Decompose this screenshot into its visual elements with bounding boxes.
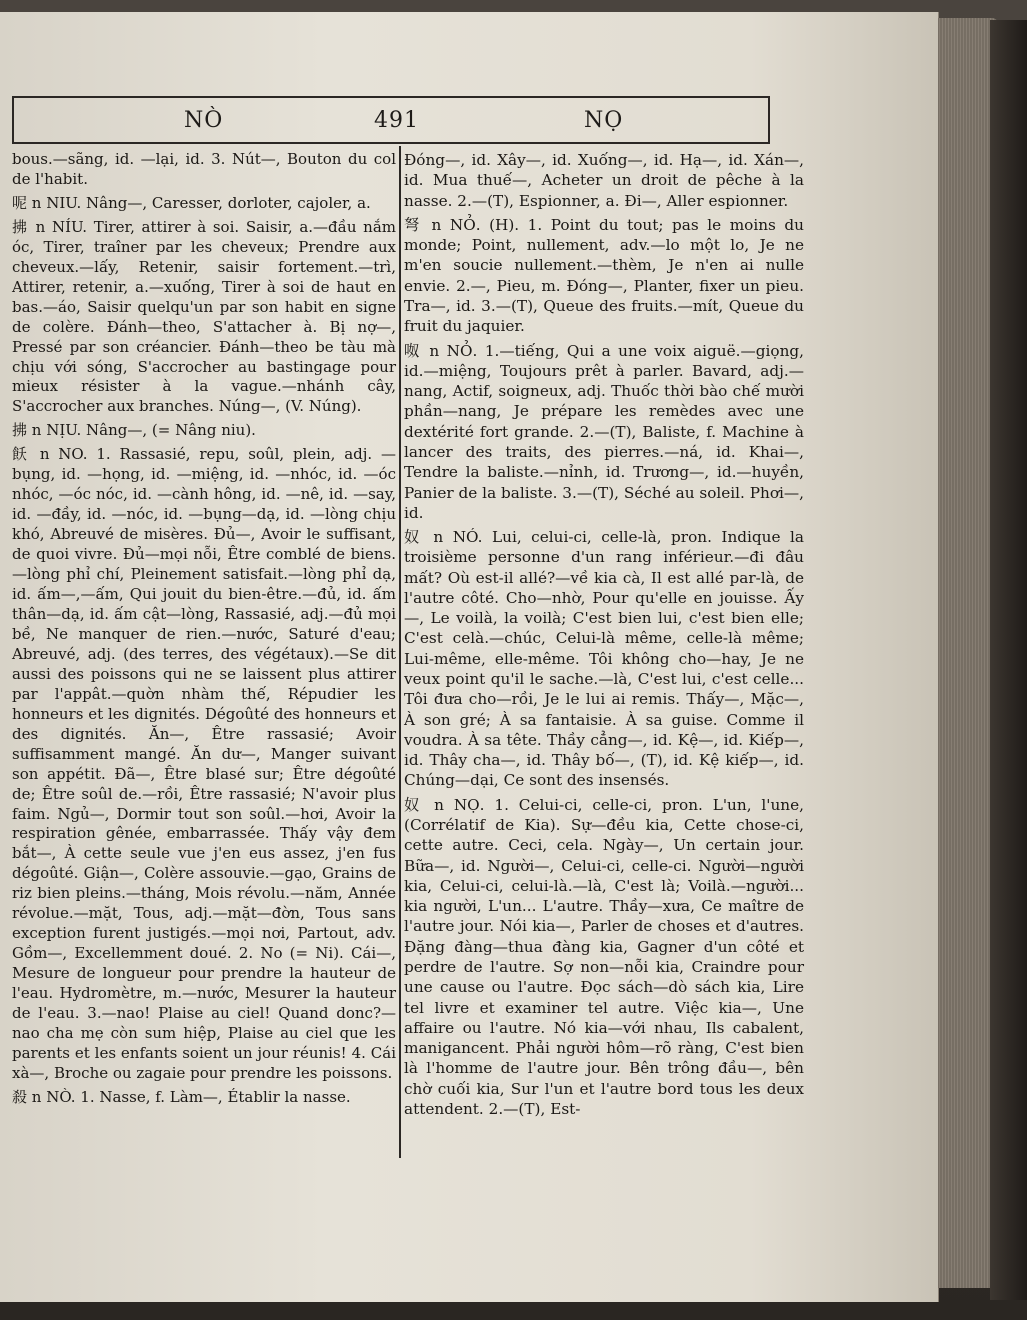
page-edges (938, 18, 998, 1288)
entry: 呶 n NỎ. 1.—tiếng, Qui a une voix aiguë.—giọng, id.—miệng, Toujours prêt à parler. Bavard, adj.—nang, Actif, soigneux, adj. Thuốc thời bào chế mười phần—nang, Je prépare les remèdes avec une dextérité fort grande. 2.—(T), Baliste, f. Machine à lancer des traits, des pierres.—ná, id. Khai—, Tendre la baliste.—nỉnh, id. Trương—, id.—huyền, Panier de la baliste. 3.—(T), Séché au soleil. Phơi—, id. (404, 341, 804, 522)
entry: 弩 n NỎ. (H). 1. Point du tout; pas le moins du monde; Point, nullement, adv.—lo một lo, Je ne m'en soucie nullement.—thèm, Je n'en ai nulle envie. 2.—, Pieu, m. Đóng—, Planter, fixer un pieu. Tra—, id. 3.—(T), Queue des fruits.—mít, Queue du fruit du jaquier. (404, 215, 804, 336)
entry: 飫 n NO. 1. Rassasié, repu, soûl, plein, adj. —bụng, id. —họng, id. —miệng, id. —nhóc, id. —óc nhóc, —óc nóc, id. —cành hông, id. —nê, id. —say, id. —đầy, id. —nóc, id. —bụng—dạ, id. —lòng chịu khó, Abreuvé de misères. Đủ—, Avoir le suffisant, de quoi vivre. Đủ—mọi nỗi, Être comblé de biens.—lòng phỉ chí, Pleinement satisfait.—lòng phỉ dạ, id. ấm—,—ấm, Qui jouit du bien-être.—đủ, id. ấm thân—dạ, id. ấm cật—lòng, Rassasié, adj.—đủ mọi bề, Ne manquer de rien.—nước, Saturé d'eau; Abreuvé, adj. (des terres, des végétaux).—Se dit aussi des poissons qui ne se laissent plus attirer par l'appât.—quờn nhàm thế, Répudier les honneurs et les dignités. Dégoûté des honneurs et des dignités. Ăn—, Être rassasié; Avoir suffisamment mangé. Ăn dư—, Manger suivant son appétit. Đã—, Être blasé sur; Être dégoûté de; Être soûl de.—rồi, Être rassasié; N'avoir plus faim. Ngủ—, Dormir tout son soûl.—hơi, Avoir la respiration gênée, embarrassée. Thấy vậy đem bắt—, À cette seule vue j'en eus assez, j'en fus dégoûté. Giận—, Colère assouvie.—gạo, Grains de riz bien pleins.—tháng, Mois révolu.—năm, Année révolue.—mặt, Tous, adj.—mặt—đờn, Tous sans exception furent justigés.—mọi nơi, Partout, adv. Gồm—, Excellemment doué. 2. No (= Ni). Cái—, Mesure de longueur pour prendre la hauteur de l'eau. Hydromètre, m.—nước, Mesurer la hauteur de l'eau. 3.—nao! Plaise au ciel! Quand donc?—nao cha mẹ còn sum hiệp, Plaise au ciel que les parents et les enfants soient un jour réunis! 4. Cái xà—, Broche ou zagaie pour prendre les poissons. (12, 445, 396, 1082)
page-header (12, 96, 770, 144)
page-number: 491 (374, 108, 419, 133)
entry: Đóng—, id. Xây—, id. Xuống—, id. Hạ—, id. Xán—, id. Mua thuế—, Acheter un droit de pêche à la nasse. 2.—(T), Espionner, a. Đi—, Aller espionner. (404, 151, 804, 210)
entry: 奴 n NỌ. 1. Celui-ci, celle-ci, pron. L'un, l'une, (Corrélatif de Kia). Sự—đều kia, Cette chose-ci, cette autre. Ceci, cela. Ngày—, Un certain jour. Bữa—, id. Người—, Celui-ci, celle-ci. Người—người kia, Celui-ci, celui-là.—là, C'est là; Voilà.—người... kia người, L'un... L'autre. Thầy—xưa, Ce maître de l'autre jour. Nói kia—, Parler de choses et d'autres. Đặng đàng—thua đàng kia, Gagner d'un côté et perdre de l'autre. Sợ non—nỗi kia, Craindre pour une cause ou l'autre. Đọc sách—dò sách kia, Lire tel livre et examiner tel autre. Việc kia—, Une affaire ou l'autre. Nó kia—với nhau, Ils cabalent, manigancent. Phải người hôm—rõ ràng, C'est bien là l'homme de l'autre jour. Bên trông đầu—, bên chờ cuối kia, Sur l'un et l'autre bord tous les deux attendent. 2.—(T), Est- (404, 795, 804, 1118)
book-cover-edge (990, 20, 1027, 1300)
entry: 殺 n NÒ. 1. Nasse, f. Làm—, Établir la nasse. (12, 1087, 351, 1106)
header-right-word: NỌ (584, 108, 624, 133)
column-divider (399, 146, 401, 1158)
entry: 呢 n NIU. Nâng—, Caresser, dorloter, cajoler, a. (12, 193, 371, 212)
entry: 拂 n NÍU. Tirer, attirer à soi. Saisir, a.—đầu nắm óc, Tirer, traîner par les cheveux; Prendre aux cheveux.—lấy, Retenir, saisir fortement.—trì, Attirer, retenir, a.—xuống, Tirer à soi de haut en bas.—áo, Saisir quelqu'un par son habit en signe de colère. Đánh—theo, S'attacher à. Bị nợ—, Pressé par son créancier. Đánh—theo be tàu mà chịu với sóng, S'accrocher au bastingage pour mieux résister à la vague.—nhánh cây, S'accrocher aux branches. Núng—, (V. Núng). (12, 217, 396, 416)
entry: 拂 n NỊU. Nâng—, (= Nâng niu). (12, 421, 256, 440)
entry: bous.—sãng, id. —lại, id. 3. Nút—, Bouton du col de l'habit. (12, 150, 396, 188)
header-left-word: NÒ (184, 108, 224, 133)
entry: 奴 n NÓ. Lui, celui-ci, celle-là, pron. Indique la troisième personne d'un rang inférieur.—đi đâu mất? Où est-il allé?—về kia cà, Il est allé par-là, de l'autre côté. Cho—nhờ, Pour qu'elle en jouisse. Ấy—, Le voilà, la voilà; C'est bien lui, c'est bien elle; C'est celà.—chúc, Celui-là même, celle-là même; Lui-même, elle-même. Tôi không cho—hay, Je ne veux point qu'il le sache.—là, C'est lui, c'est celle... Tôi đưa cho—rồi, Je le lui ai remis. Thấy—, Mặc—, À son gré; À sa fantaisie. À sa guise. Comme il voudra. À sa tête. Thầy cẳng—, id. Kệ—, id. Kiếp—, id. Thây cha—, id. Thây bố—, (T), id. Kệ kiếp—, id. Chúng—dại, Ce sont des insensés. (404, 528, 804, 790)
left-column (12, 150, 396, 1112)
right-column (404, 150, 804, 1123)
